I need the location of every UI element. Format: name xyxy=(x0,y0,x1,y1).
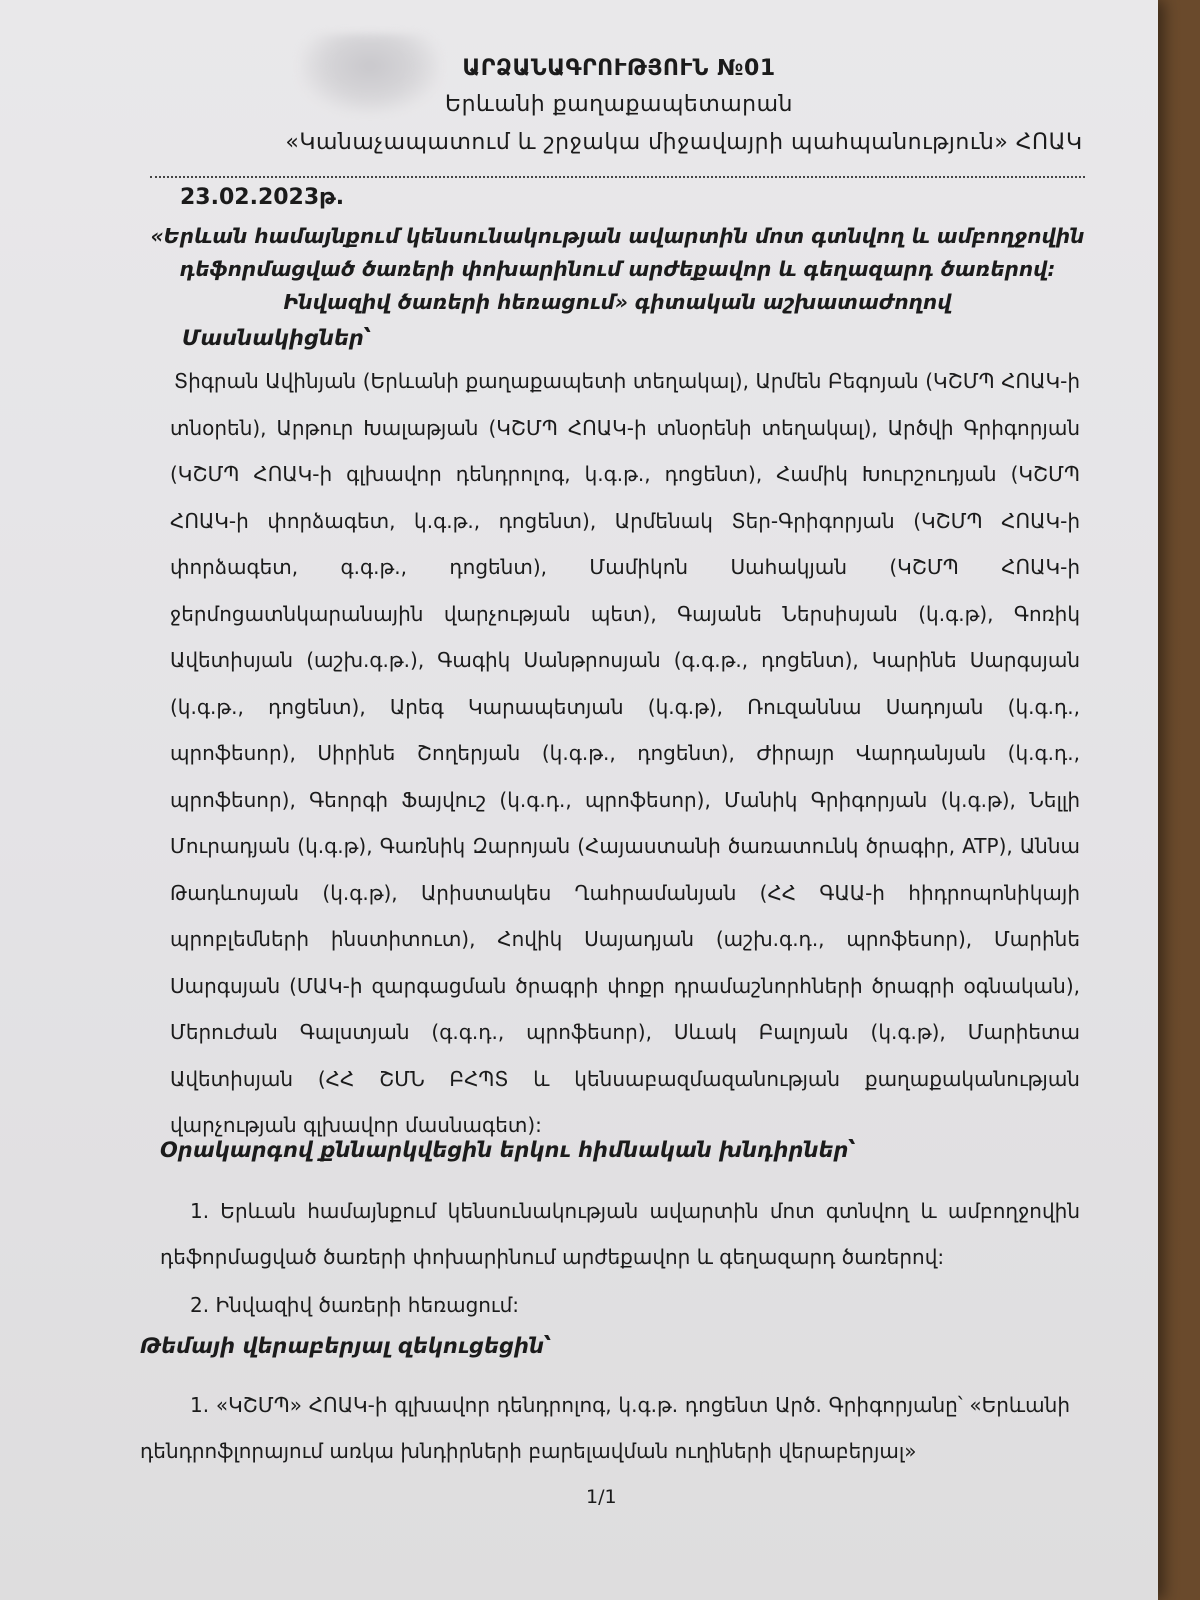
participants-heading: Մասնակիցներ՝ xyxy=(182,326,372,350)
organization-name: Երևանի քաղաքապետարան xyxy=(445,92,793,117)
page-number: 1/1 xyxy=(586,1486,617,1508)
report-item: 1. «ԿՇՄՊ» ՀՈԱԿ-ի գլխավոր դենդրոլոգ, կ.գ.թ. դոցենտ Արծ. Գրիգորյանը՝ «Երևանի դենդրոֆլորայում առկա խնդիրների բարելավման ուղիների վերաբերյալ» xyxy=(140,1393,1070,1463)
document-date: 23.02.2023թ. xyxy=(180,185,345,210)
agenda-item: 1. Երևան համայնքում կենսունակության ավարտին մոտ գտնվող և ամբողջովին դեֆորմացված ծառերի փոխարինում արժեքավոր և գեղազարդ ծառերով: xyxy=(160,1199,1080,1269)
agenda-item: 2. Ինվազիվ ծառերի հեռացում: xyxy=(190,1293,520,1317)
agenda-heading: Օրակարգով քննարկվեցին երկու հիմնական խնդիրներ՝ xyxy=(160,1138,856,1162)
header-divider xyxy=(150,176,1085,178)
department-name: «Կանաչապատում և շրջակա միջավայրի պահպանություն» ՀՈԱԿ xyxy=(285,130,1083,155)
workshop-topic: «Երևան համայնքում կենսունակության ավարտին մոտ գտնվող և ամբողջովին դեֆորմացված ծառերի փոխարինում արժեքավոր և գեղազարդ ծառերով: Ինվազիվ ծառերի հեռացում» գիտական աշխատաժողով xyxy=(150,224,1085,314)
document-title: ԱՐՁԱՆԱԳՐՈՒԹՅՈՒՆ №01 xyxy=(462,56,776,81)
participants-list: Տիգրան Ավինյան (Երևանի քաղաքապետի տեղակալ), Արմեն Բեգոյան (ԿՇՄՊ ՀՈԱԿ-ի տնօրեն), Արթուր Խալաթյան (ԿՇՄՊ ՀՈԱԿ-ի տնօրենի տեղակալ), Արծվի Գրիգորյան (ԿՇՄՊ ՀՈԱԿ-ի գլխավոր դենդրոլոգ, կ.գ.թ., դոցենտ), Համիկ Խուրշուդյան (ԿՇՄՊ ՀՈԱԿ-ի փորձագետ, կ.գ.թ., դոցենտ), Արմենակ Տեր-Գրիգորյան (ԿՇՄՊ ՀՈԱԿ-ի փորձագետ, գ.գ.թ., դոցենտ), Մամիկոն Սահակյան (ԿՇՄՊ ՀՈԱԿ-ի ջերմոցատնկարանային վարչության պետ), Գայանե Ներսիսյան (կ.գ.թ), Գոռիկ Ավետիսյան (աշխ.գ.թ.), Գագիկ Սանթրոսյան (գ.գ.թ., դոցենտ), Կարինե Սարգսյան (կ.գ.թ., դոցենտ), Արեգ Կարապետյան (կ.գ.թ), Ռուզաննա Սադոյան (կ.գ.դ., պրոֆեսոր), Սիրինե Շողերյան (կ.գ.թ., դոցենտ), Ժիրայր Վարդանյան (կ.գ.դ., պրոֆեսոր), Գեորգի Ֆայվուշ (կ.գ.դ., պրոֆեսոր), Մանիկ Գրիգորյան (կ.գ.թ), Նելլի Մուրադյան (կ.գ.թ), Գառնիկ Զարոյան (Հայաստանի ծառատունկ ծրագիր, ATP), Աննա Թադևոսյան (կ.գ.թ), Արիստակես Ղահրամանյան (ՀՀ ԳԱԱ-ի հիդրոպոնիկայի պրոբլեմների ինստիտուտ), Հովիկ Սայադյան (աշխ.գ.դ., պրոֆեսոր), Մարինե Սարգսյան (ՄԱԿ-ի զարգացման ծրագրի փոքր դրամաշնորհների ծրագրի օգնական), Մերուժան Գալստյան (գ.գ.դ., պրոֆեսոր), Սևակ Բալոյան (կ.գ.թ), Մարիետա Ավետիսյան (ՀՀ ՇՄՆ ԲՀՊՏ և կենսաբազմազանության քաղաքականության վարչության գլխավոր մասնագետ): xyxy=(170,369,1080,1137)
reports-heading: Թեմայի վերաբերյալ զեկուցեցին՝ xyxy=(140,1334,552,1358)
